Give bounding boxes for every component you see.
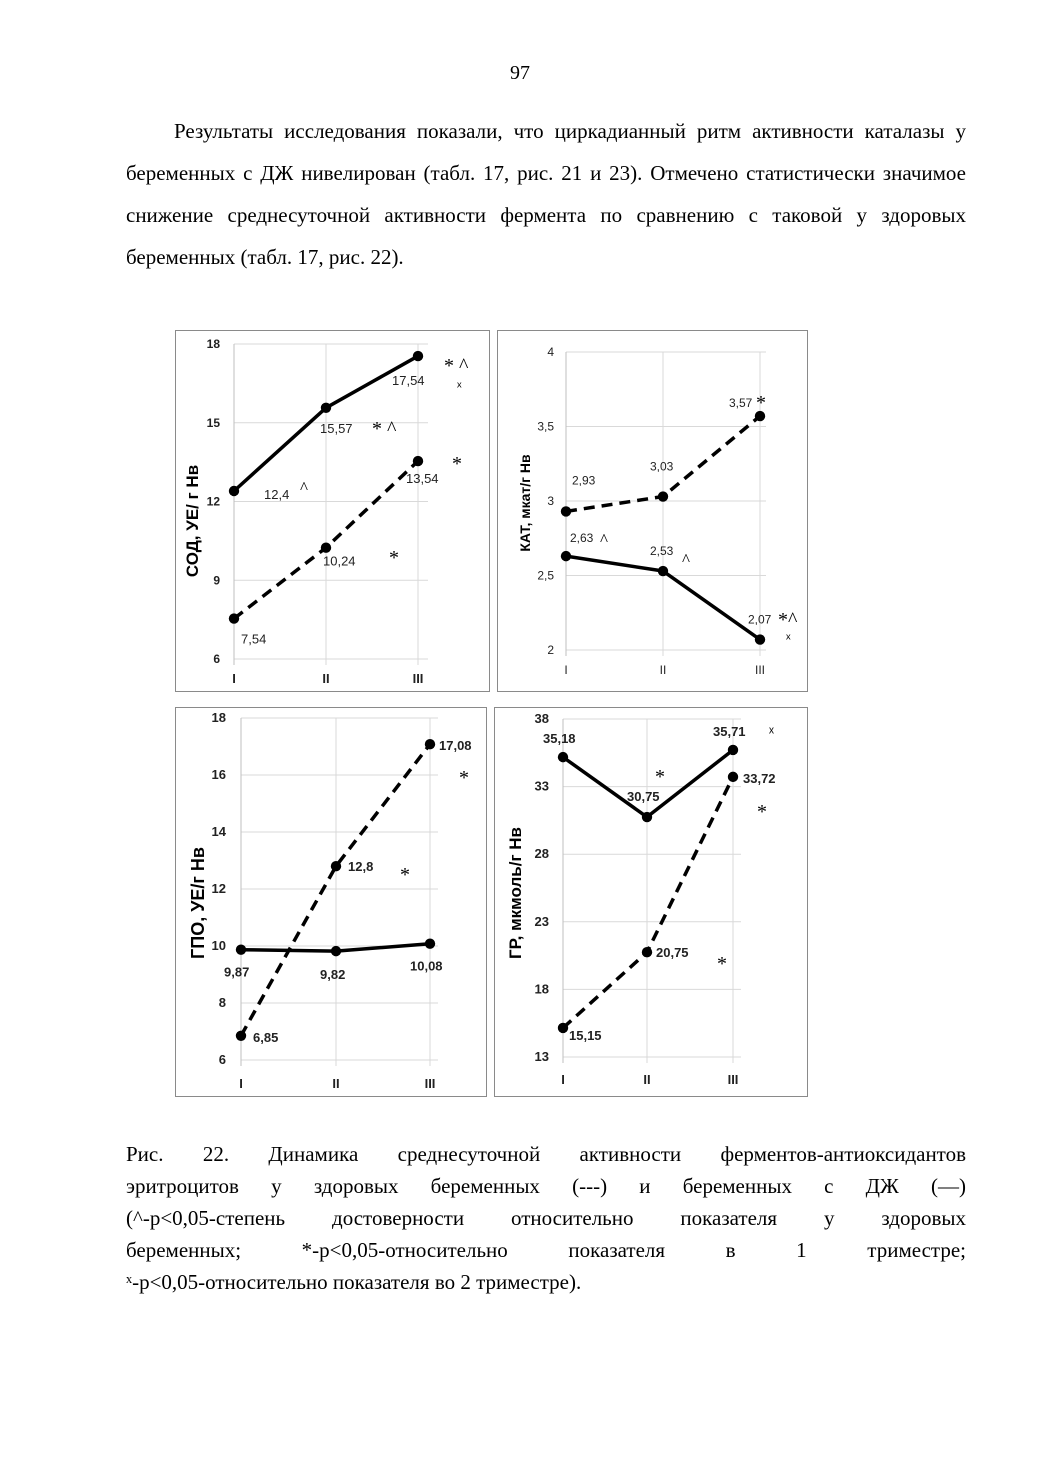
- cat-data-label: 3,57: [729, 396, 753, 411]
- gr-y-tick-label: 18: [534, 981, 549, 997]
- body-paragraph: Результаты исследования показали, что циркадианный ритм активности каталазы у беременных с ДЖ нивелирован (табл. 17, рис. 21 и 23). Отмечено статистически значимое снижение среднесуточной активности фермента по сравнению с таковой у здоровых беременных (табл. 17, рис. 22).: [126, 119, 966, 269]
- cat-data-point: [561, 506, 571, 516]
- gpo-chart-frame: [175, 707, 487, 1097]
- sod-chart-frame: [175, 330, 490, 692]
- sod-data-label: 12,4: [264, 487, 290, 502]
- gr-y-tick-label: 28: [534, 846, 549, 862]
- cat-y-tick-label: 2: [547, 643, 554, 657]
- cat-data-point: [658, 491, 668, 501]
- gpo-data-label: 12,8: [348, 859, 374, 875]
- gr-data-label: 33,72: [743, 770, 776, 786]
- gpo-annotation: *: [400, 864, 410, 886]
- sod-x-tick-label: II: [322, 671, 330, 686]
- gpo-data-label: 9,87: [224, 964, 250, 980]
- gr-y-axis-label: ГР, мкмоль/г Нв: [506, 827, 525, 959]
- cat-annotation: ^: [600, 530, 608, 549]
- gr-y-tick-label: 38: [534, 711, 549, 726]
- gpo-data-point: [331, 946, 341, 956]
- cat-y-tick-label: 4: [547, 345, 554, 359]
- cat-x-tick-label: I: [564, 663, 568, 677]
- page-number: 97: [510, 62, 530, 84]
- gpo-annotation: *: [459, 767, 469, 789]
- gpo-data-point: [331, 861, 341, 871]
- cat-annotation: ^: [682, 550, 690, 569]
- sod-chart: [176, 331, 488, 690]
- gpo-x-tick-label: II: [332, 1076, 340, 1091]
- cat-data-label: 2,07: [748, 612, 772, 627]
- sod-y-tick-label: 9: [213, 573, 220, 588]
- sod-data-point: [321, 543, 331, 553]
- gr-series-solid-line: [563, 750, 733, 817]
- gpo-y-tick-label: 10: [211, 938, 226, 953]
- gr-chart: [495, 708, 806, 1095]
- gr-annotation: *: [757, 801, 767, 823]
- sod-y-axis-label: СОД, УЕ/ г Нв: [183, 464, 202, 578]
- gpo-data-point: [236, 1031, 246, 1041]
- sod-y-tick-label: 12: [206, 494, 220, 509]
- sod-data-point: [229, 613, 239, 623]
- gpo-data-point: [425, 739, 435, 749]
- gpo-data-label: 10,08: [410, 958, 443, 974]
- gr-y-tick-label: 13: [534, 1049, 549, 1064]
- sod-y-tick-label: 6: [213, 652, 220, 666]
- sod-y-tick-label: 18: [206, 337, 220, 351]
- sod-data-label: 15,57: [320, 420, 353, 436]
- figure-caption: [126, 1138, 966, 1298]
- sod-data-label: 10,24: [323, 553, 356, 569]
- sod-data-point: [321, 403, 331, 413]
- sod-data-label: 17,54: [392, 373, 425, 389]
- sod-data-label: 13,54: [406, 471, 439, 487]
- cat-data-point: [561, 551, 571, 561]
- gpo-data-point: [236, 945, 246, 955]
- gpo-data-label: 6,85: [253, 1029, 279, 1045]
- gr-x-tick-label: I: [561, 1072, 565, 1087]
- gr-data-point: [558, 1023, 568, 1033]
- cat-data-label: 2,63: [570, 531, 594, 546]
- gr-annotation: *: [655, 766, 665, 788]
- gr-x-tick-label: II: [643, 1072, 651, 1087]
- sod-annotation: * ^: [444, 355, 469, 377]
- gr-data-label: 30,75: [627, 789, 660, 805]
- cat-annotation: ˣ: [786, 630, 791, 646]
- gr-data-label: 20,75: [656, 945, 689, 961]
- sod-data-label: 7,54: [241, 631, 267, 647]
- gpo-y-tick-label: 18: [211, 710, 226, 725]
- gr-annotation: *: [717, 953, 727, 975]
- gpo-y-tick-label: 6: [218, 1052, 226, 1067]
- sod-data-point: [413, 456, 423, 466]
- gr-chart-frame: [494, 707, 808, 1097]
- gr-data-label: 35,71: [713, 723, 746, 739]
- caption-line: эритроцитов у здоровых беременных (---) и беременных с ДЖ (—): [126, 1174, 966, 1198]
- sod-data-point: [229, 486, 239, 496]
- caption-line: Рис. 22. Динамика среднесуточной активности ферментов-антиоксидантов: [126, 1142, 966, 1166]
- caption-line: ˣ-р<0,05-относительно показателя во 2 триместре).: [126, 1270, 582, 1294]
- gr-y-tick-label: 23: [534, 913, 549, 929]
- gpo-y-tick-label: 12: [211, 881, 226, 896]
- caption-line: беременных; *-р<0,05-относительно показателя в 1 триместре;: [126, 1238, 966, 1262]
- gr-data-label: 35,18: [543, 731, 576, 747]
- gpo-data-point: [425, 939, 435, 949]
- sod-annotation: * ^: [372, 418, 397, 440]
- sod-y-tick-label: 15: [206, 415, 220, 430]
- gpo-data-label: 17,08: [439, 738, 472, 754]
- gpo-y-axis-label: ГПО, УЕ/г Нв: [188, 847, 208, 959]
- cat-chart-frame: [497, 330, 808, 692]
- cat-annotation: *^: [778, 609, 798, 631]
- cat-data-label: 2,93: [572, 473, 596, 488]
- gpo-chart: [176, 708, 485, 1095]
- sod-annotation: ^: [300, 478, 308, 497]
- gpo-y-tick-label: 8: [218, 995, 226, 1010]
- sod-data-point: [413, 351, 423, 361]
- gr-annotation: ˣ: [769, 724, 774, 741]
- gr-data-label: 15,15: [569, 1027, 602, 1043]
- cat-data-point: [755, 634, 765, 644]
- gr-data-point: [558, 752, 568, 762]
- gr-data-point: [642, 812, 652, 822]
- gpo-x-tick-label: I: [239, 1076, 243, 1091]
- cat-y-tick-label: 2,5: [537, 568, 554, 583]
- cat-y-tick-label: 3,5: [537, 419, 554, 434]
- cat-x-tick-label: II: [659, 663, 667, 677]
- sod-annotation: ˣ: [457, 378, 462, 394]
- gpo-x-tick-label: III: [424, 1076, 436, 1091]
- cat-chart: [498, 331, 806, 690]
- cat-annotation: *: [756, 392, 766, 414]
- cat-data-label: 3,03: [650, 459, 674, 474]
- gr-x-tick-label: III: [727, 1072, 739, 1087]
- gpo-y-tick-label: 16: [211, 767, 226, 782]
- gr-data-point: [728, 745, 738, 755]
- sod-annotation: *: [389, 547, 399, 569]
- gr-y-tick-label: 33: [534, 778, 549, 794]
- sod-annotation: *: [452, 453, 462, 475]
- gr-data-point: [642, 947, 652, 957]
- cat-x-tick-label: III: [754, 663, 766, 677]
- cat-data-label: 2,53: [650, 544, 674, 559]
- sod-x-tick-label: III: [412, 671, 424, 686]
- gpo-data-label: 9,82: [320, 967, 346, 983]
- cat-data-point: [658, 566, 668, 576]
- cat-y-tick-label: 3: [547, 494, 554, 508]
- sod-x-tick-label: I: [232, 671, 236, 686]
- cat-y-axis-label: КАТ, мкат/г Нв: [517, 454, 533, 552]
- gpo-y-tick-label: 14: [211, 824, 226, 839]
- gr-data-point: [728, 772, 738, 782]
- caption-line: (^-р<0,05-степень достоверности относительно показателя у здоровых: [126, 1206, 966, 1230]
